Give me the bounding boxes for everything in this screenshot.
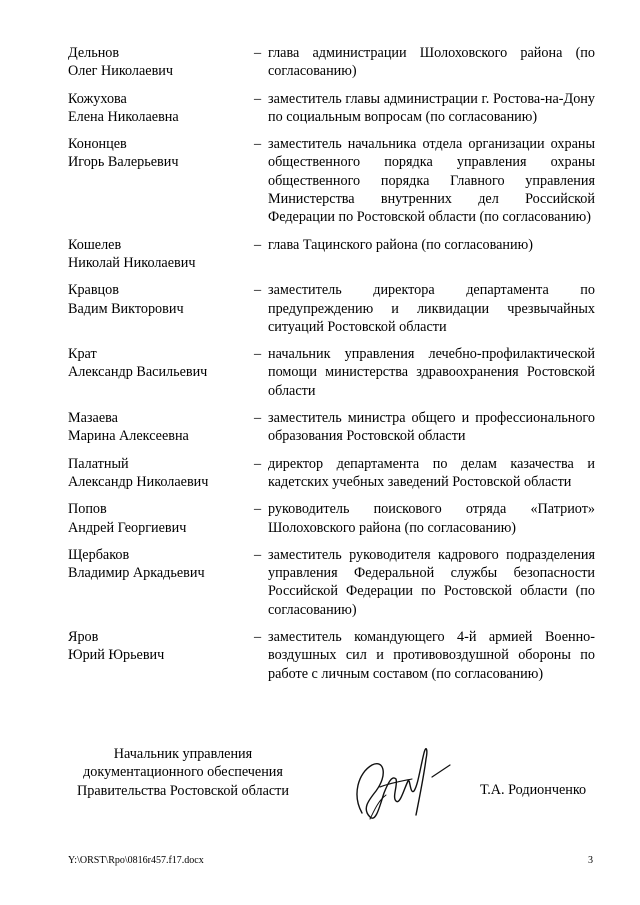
member-entry bbox=[68, 44, 595, 81]
member-name bbox=[68, 546, 254, 619]
member-surname: Крат bbox=[68, 346, 97, 363]
member-given-names: Андрей Георгиевич bbox=[68, 519, 187, 536]
page-number: 3 bbox=[588, 855, 593, 866]
member-surname: Яров bbox=[68, 629, 99, 646]
handwritten-signature bbox=[340, 735, 460, 830]
member-entry bbox=[68, 546, 595, 619]
member-role: глава администрации Шолоховского района (по согласованию) bbox=[268, 45, 595, 80]
member-name bbox=[68, 236, 254, 273]
signatory-title-line: Начальник управления bbox=[113, 746, 253, 762]
member-given-names: Вадим Викторович bbox=[68, 300, 184, 317]
member-role: начальник управления лечебно-профилактической помощи министерства здравоохранения Ростовской области bbox=[268, 346, 595, 399]
entry-dash: – bbox=[254, 546, 262, 563]
member-entry bbox=[68, 90, 595, 127]
member-surname: Попов bbox=[68, 501, 107, 518]
entry-dash: – bbox=[254, 455, 262, 472]
member-given-names: Александр Николаевич bbox=[68, 473, 209, 490]
member-entry bbox=[68, 628, 595, 683]
member-name bbox=[68, 281, 254, 336]
member-name bbox=[68, 500, 254, 537]
member-given-names: Игорь Валерьевич bbox=[68, 154, 179, 171]
member-name bbox=[68, 455, 254, 492]
member-name bbox=[68, 409, 254, 446]
signatory-title bbox=[68, 745, 298, 800]
member-given-names: Олег Николаевич bbox=[68, 63, 174, 80]
member-surname: Кравцов bbox=[68, 282, 119, 299]
member-name bbox=[68, 90, 254, 127]
entry-dash: – bbox=[254, 136, 262, 153]
member-entry bbox=[68, 455, 595, 492]
member-given-names: Марина Алексеевна bbox=[68, 428, 189, 445]
member-name bbox=[68, 44, 254, 81]
member-entry bbox=[68, 236, 595, 273]
entry-dash: – bbox=[254, 45, 262, 61]
entry-dash: – bbox=[254, 90, 262, 107]
member-given-names: Владимир Аркадьевич bbox=[68, 565, 205, 582]
member-entry bbox=[68, 345, 595, 400]
member-entry bbox=[68, 409, 595, 446]
member-entry bbox=[68, 135, 595, 226]
member-role: руководитель поискового отряда «Патриот» Шолоховского района (по согласованию) bbox=[268, 501, 595, 536]
member-role: заместитель главы администрации г. Ростова-на-Дону по социальным вопросам (по согласованию) bbox=[268, 90, 595, 125]
member-name bbox=[68, 628, 254, 683]
member-roster bbox=[68, 44, 595, 683]
member-role: глава Тацинского района (по согласованию) bbox=[268, 236, 533, 253]
member-surname: Кожухова bbox=[68, 90, 127, 107]
member-surname: Кононцев bbox=[68, 136, 127, 153]
member-role: заместитель начальника отдела организации охраны общественного порядка управления охраны общественного порядка Главного управления Министерства внутренних дел Российской Федерации по Ростовской области (по согласованию) bbox=[268, 136, 595, 226]
member-given-names: Николай Николаевич bbox=[68, 254, 196, 271]
member-name bbox=[68, 345, 254, 400]
member-given-names: Александр Васильевич bbox=[68, 364, 208, 381]
member-surname: Палатный bbox=[68, 455, 129, 472]
member-role: заместитель директора департамента по предупреждению и ликвидации чрезвычайных ситуаций Ростовской области bbox=[268, 282, 595, 335]
signatory-name: Т.А. Родионченко bbox=[480, 782, 587, 798]
entry-dash: – bbox=[254, 236, 262, 253]
member-given-names: Елена Николаевна bbox=[68, 108, 179, 125]
member-surname: Кошелев bbox=[68, 236, 122, 253]
member-entry bbox=[68, 500, 595, 537]
member-entry bbox=[68, 281, 595, 336]
entry-dash: – bbox=[254, 346, 262, 363]
entry-dash: – bbox=[254, 629, 262, 646]
member-surname: Мазаева bbox=[68, 410, 118, 427]
member-role: заместитель министра общего и профессионального образования Ростовской области bbox=[268, 410, 595, 445]
member-surname: Дельнов bbox=[68, 45, 120, 61]
entry-dash: – bbox=[254, 410, 262, 427]
member-given-names: Юрий Юрьевич bbox=[68, 647, 165, 664]
signatory-title-line: Правительства Ростовской области bbox=[77, 782, 289, 799]
footer-file-path: Y:\ORST\Rpo\0816r457.f17.docx bbox=[68, 855, 204, 866]
member-role: заместитель командующего 4-й армией Военно-воздушных сил и противовоздушной обороны по работе с личным составом (по согласованию) bbox=[268, 629, 595, 682]
member-role: директор департамента по делам казачества и кадетских учебных заведений Ростовской области bbox=[268, 455, 595, 490]
entry-dash: – bbox=[254, 501, 262, 518]
entry-dash: – bbox=[254, 282, 262, 299]
member-surname: Щербаков bbox=[68, 546, 130, 563]
member-name bbox=[68, 135, 254, 226]
member-role: заместитель руководителя кадрового подразделения управления Федеральной службы безопасности Российской Федерации по Ростовской области (по согласованию) bbox=[268, 546, 595, 618]
signatory-title-line: документационного обеспечения bbox=[83, 764, 283, 781]
